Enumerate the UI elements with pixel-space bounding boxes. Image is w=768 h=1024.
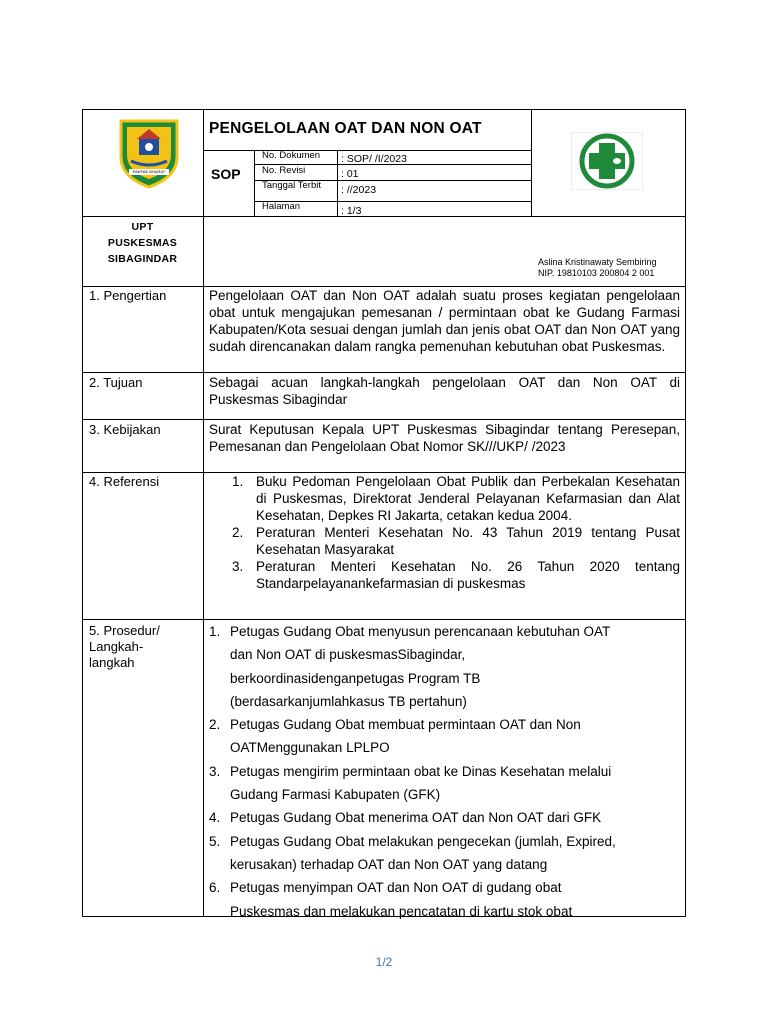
- section-label-pengertian: 1. Pengertian: [89, 288, 167, 303]
- list-number: 3.: [209, 763, 221, 779]
- list-number: 1.: [232, 474, 244, 489]
- meta-value-divider: [337, 150, 338, 216]
- list-number: 3.: [232, 559, 244, 574]
- list-number: 6.: [209, 880, 221, 896]
- step-line: Petugas Gudang Obat membuat permintaan OAT dan Non: [230, 717, 581, 733]
- label-column-divider: [203, 109, 204, 917]
- meta-value: : 01: [341, 168, 359, 180]
- procedure-step: [209, 760, 685, 807]
- section-divider: [82, 419, 686, 420]
- procedure-step: [209, 876, 685, 923]
- procedure-step: [209, 806, 685, 829]
- step-line: Petugas mengirim permintaan obat ke Dinas Kesehatan melalui: [230, 763, 612, 779]
- section-label-tujuan: 2. Tujuan: [89, 375, 143, 390]
- sop-meta-divider: [254, 150, 255, 216]
- step-line: Gudang Farmasi Kabupaten (GFK): [230, 787, 441, 803]
- procedure-step: [209, 620, 685, 713]
- logo-column-divider: [531, 109, 532, 216]
- procedure-list: [209, 620, 685, 923]
- section-label-prosedur: [89, 623, 160, 671]
- logo-caption: PAKPAK BHARAT: [132, 169, 166, 174]
- org-name: [84, 219, 201, 267]
- meta-value: : //2023: [341, 184, 377, 196]
- meta-label: Halaman: [262, 201, 301, 212]
- meta-value: : SOP/ /I/2023: [341, 153, 407, 165]
- meta-label: No. Revisi: [262, 165, 306, 176]
- reference-item: [232, 524, 680, 558]
- step-line: berkoordinasidenganpetugas Program TB: [230, 670, 481, 686]
- signer-nip: NIP. 19810103 200804 2 001: [538, 268, 655, 278]
- org-line: UPT: [131, 221, 154, 233]
- section-text-tujuan: Sebagai acuan langkah-langkah pengelolaan OAT dan Non OAT di Puskesmas Sibagindar: [209, 375, 680, 407]
- title-divider: [203, 150, 531, 151]
- step-line: Petugas menyimpan OAT dan Non OAT di gudang obat: [230, 880, 562, 896]
- step-line: Petugas Gudang Obat menyusun perencanaan kebutuhan OAT: [230, 624, 611, 639]
- reference-text: Buku Pedoman Pengelolaan Obat Publik dan Perbekalan Kesehatan di Puskesmas, Direktorat Jenderal Pelayanan Kefarmasian dan Alat Kesehatan, Depkes RI Jakarta, cetakan kedua 2004.: [256, 474, 680, 523]
- list-number: 5.: [209, 833, 221, 849]
- label-line: 5. Prosedur/: [89, 623, 160, 638]
- list-number: 2.: [209, 717, 221, 733]
- section-label-kebijakan: 3. Kebijakan: [89, 422, 161, 437]
- list-number: 1.: [209, 624, 221, 639]
- section-label-referensi: 4. Referensi: [89, 474, 160, 489]
- step-line: Petugas Gudang Obat menerima OAT dan Non OAT dari GFK: [230, 810, 602, 826]
- reference-item: [232, 473, 680, 524]
- section-text-pengertian: Pengelolaan OAT dan Non OAT adalah suatu proses kegiatan pengelolaan obat untuk mengajukan pemesanan / permintaan obat ke Gudang Farmasi Kabupaten/Kota sesuai dengan jumlah dan jenis obat OAT dan Non OAT yang sudah direncanakan dalam rangka pemenuhan kebutuhan obat Puskesmas.: [209, 288, 680, 354]
- kemenkes-logo: [571, 132, 643, 195]
- list-number: 4.: [209, 810, 221, 826]
- page-indicator: 1/2: [375, 955, 393, 969]
- meta-label: No. Dokumen: [262, 150, 321, 161]
- meta-value: : 1/3: [341, 205, 362, 217]
- label-line: Langkah-: [89, 639, 144, 654]
- header-bottom-divider: [82, 216, 686, 217]
- meta-label: Tanggal Terbit: [262, 180, 321, 191]
- reference-list: [232, 473, 680, 592]
- step-line: OATMenggunakan LPLPO: [230, 740, 390, 756]
- signer-name: Aslina Kristinawaty Sembiring: [538, 257, 657, 267]
- procedure-step: [209, 713, 685, 760]
- section-divider: [82, 372, 686, 373]
- regency-shield-icon: [117, 117, 181, 189]
- document-title: PENGELOLAAN OAT DAN NON OAT: [209, 120, 482, 137]
- org-line: SIBAGINDAR: [107, 253, 178, 265]
- step-line: (berdasarkanjumlahkasus TB pertahun): [230, 693, 467, 709]
- step-line: Puskesmas dan melakukan pencatatan di kartu stok obat: [230, 903, 573, 919]
- label-line: langkah: [89, 655, 135, 670]
- step-line: Petugas Gudang Obat melakukan pengecekan (jumlah, Expired,: [230, 833, 616, 849]
- signer-block: [538, 257, 657, 279]
- section-text-kebijakan: Surat Keputusan Kepala UPT Puskesmas Sibagindar tentang Peresepan, Pemesanan dan Pengelolaan Obat Nomor SK///UKP/ /2023: [209, 422, 680, 454]
- reference-item: [232, 558, 680, 592]
- regency-logo: [117, 117, 181, 194]
- reference-text: Peraturan Menteri Kesehatan No. 26 Tahun 2020 tentang Standarpelayanankefarmasian di puskesmas: [256, 559, 680, 591]
- org-line: PUSKESMAS: [107, 237, 178, 249]
- list-number: 2.: [232, 525, 244, 540]
- step-line: kerusakan) terhadap OAT dan Non OAT yang datang: [230, 856, 548, 872]
- sop-label: SOP: [211, 166, 241, 182]
- reference-text: Peraturan Menteri Kesehatan No. 43 Tahun 2019 tentang Pusat Kesehatan Masyarakat: [256, 525, 680, 557]
- procedure-step: [209, 830, 685, 877]
- step-line: dan Non OAT di puskesmasSibagindar,: [230, 647, 466, 663]
- health-cross-icon: [571, 132, 643, 190]
